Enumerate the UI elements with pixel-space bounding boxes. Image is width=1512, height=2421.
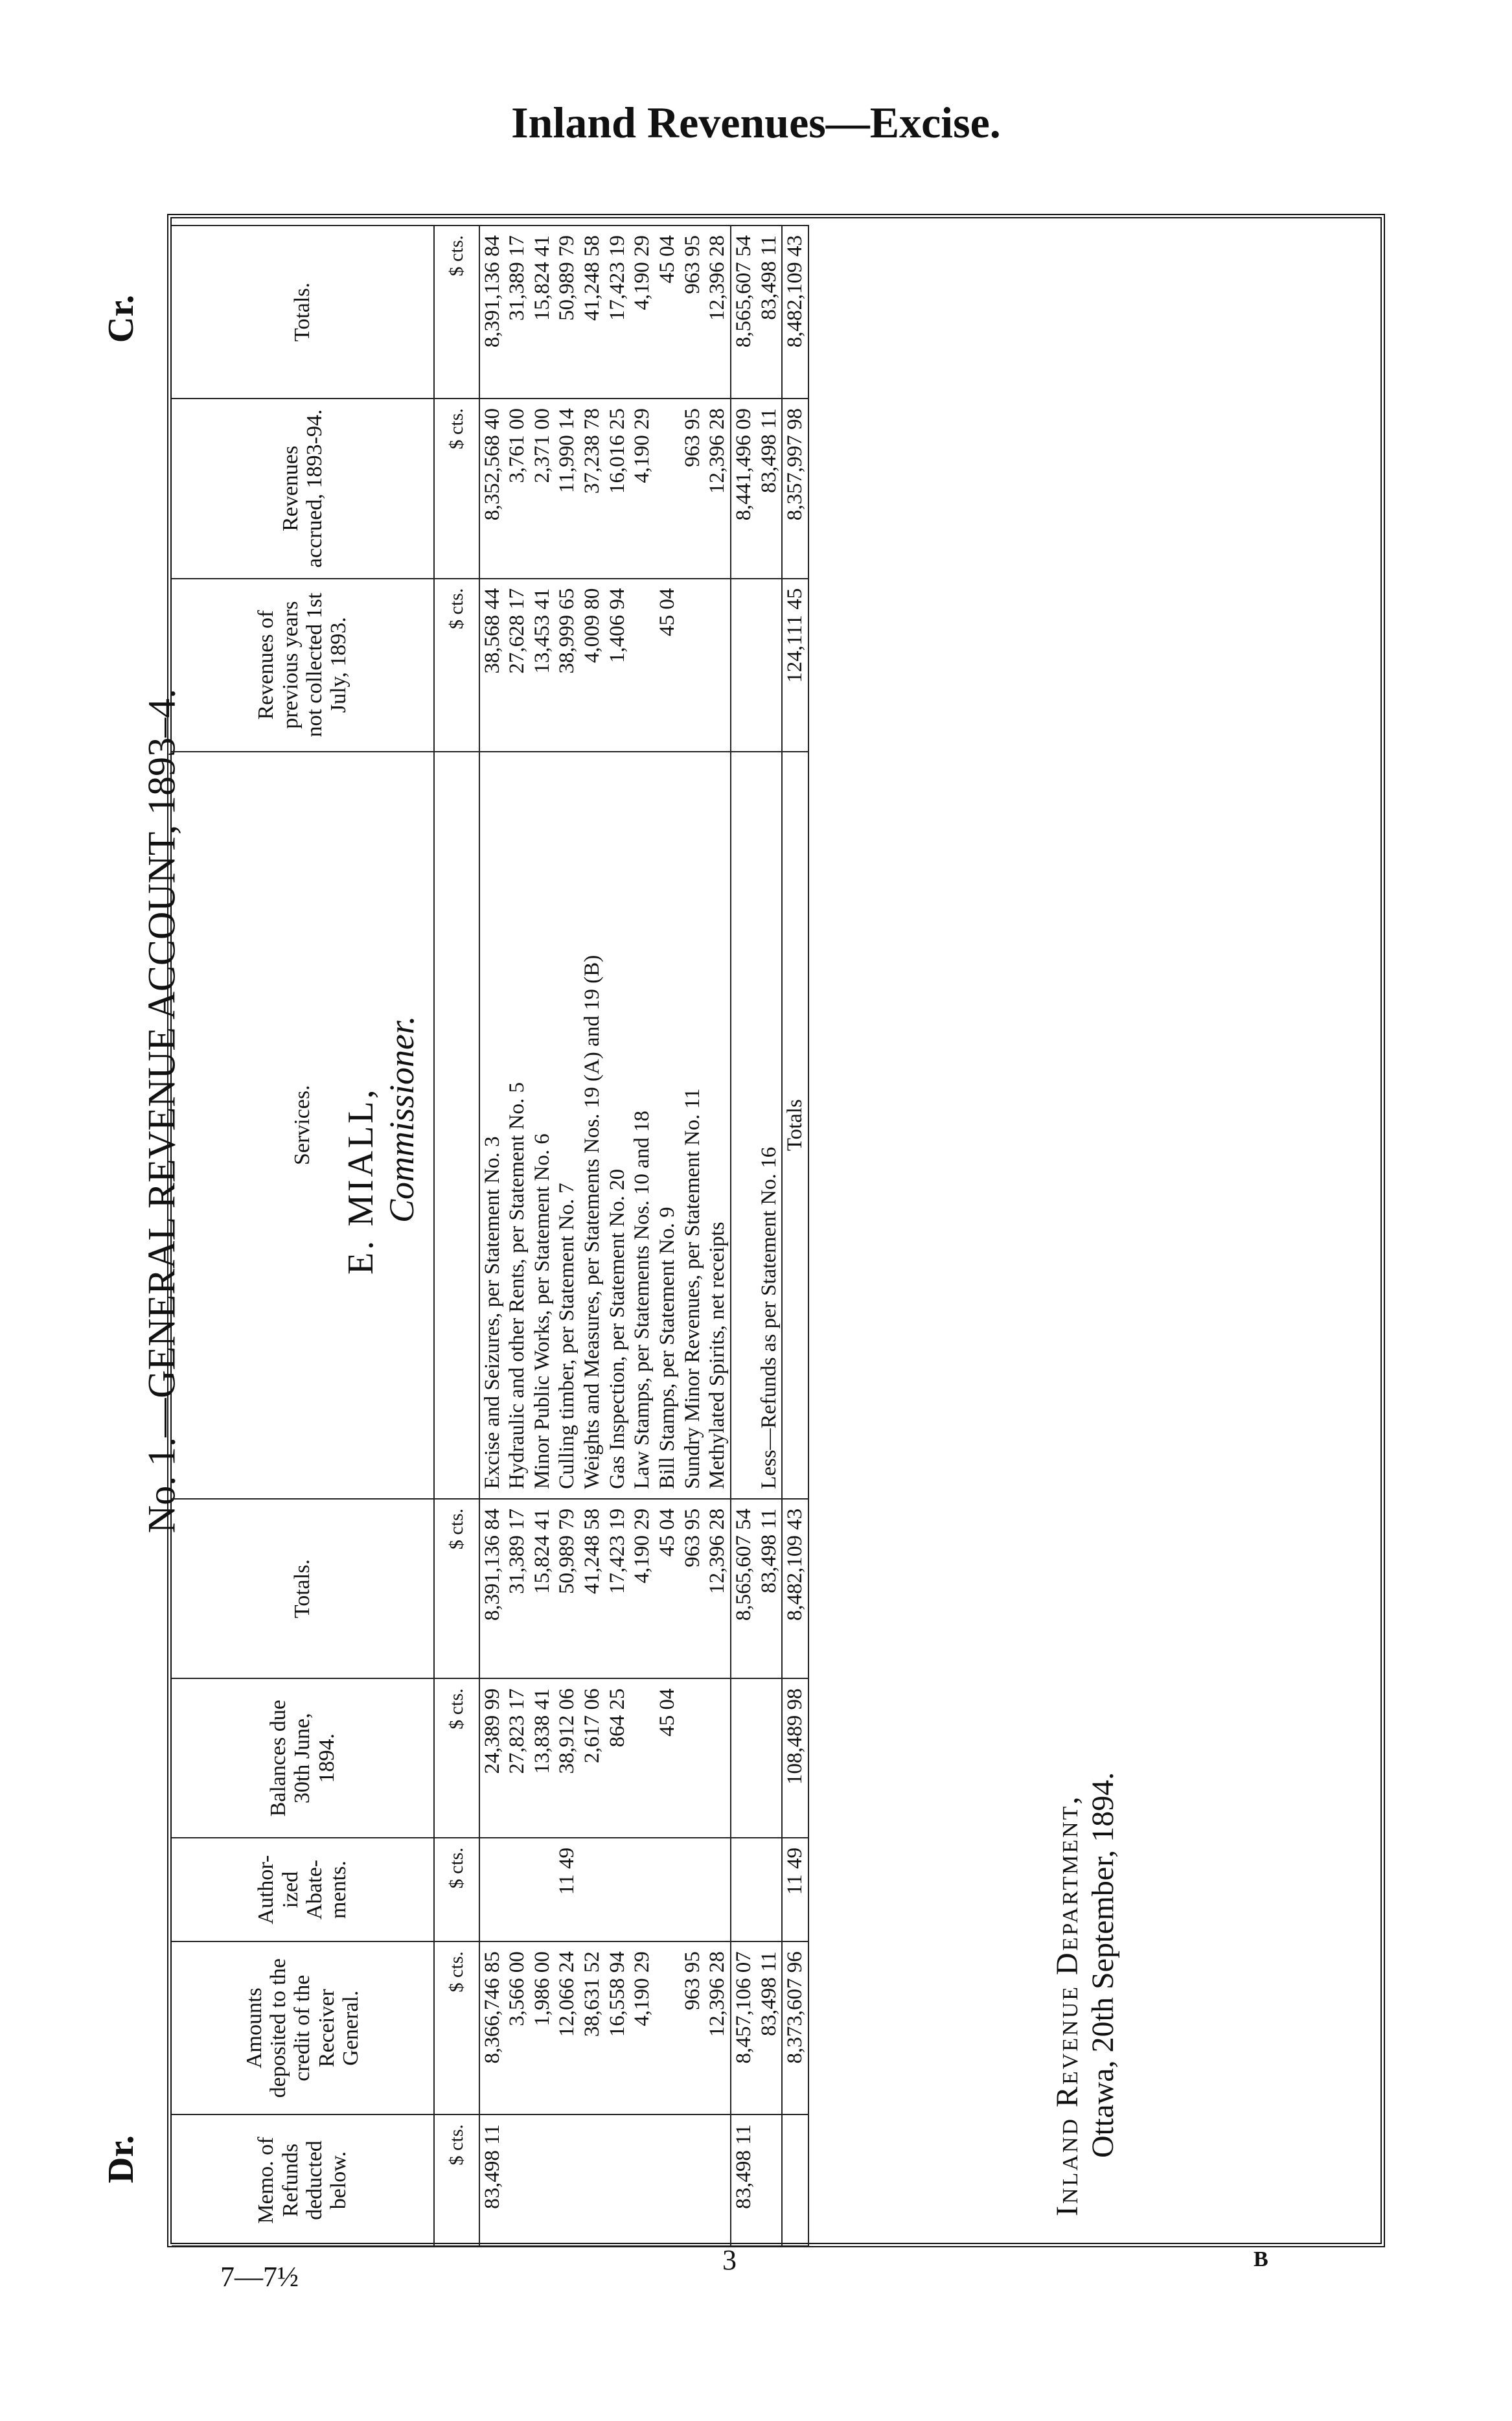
totals-row — [782, 226, 808, 2246]
unit-cell: $ cts. — [434, 226, 479, 399]
accrued-cell: 4,190 29 — [630, 399, 655, 579]
total-right-cell: 8,482,109 43 — [782, 226, 808, 399]
total-right-cell: 15,824 41 — [530, 226, 555, 399]
abatement-cell — [479, 1838, 505, 1941]
total-left-cell: 4,190 29 — [630, 1499, 655, 1679]
deposited-cell: 8,457,106 07 — [731, 1941, 757, 2114]
abatement-cell: 11 49 — [782, 1838, 808, 1941]
header-services: Services. — [172, 752, 434, 1499]
total-right-cell: 8,565,607 54 — [731, 226, 757, 399]
total-left-cell: 8,482,109 43 — [782, 1499, 808, 1679]
deposited-cell: 38,631 52 — [580, 1941, 605, 2114]
table-row — [479, 226, 505, 2246]
total-right-cell: 41,248 58 — [580, 226, 605, 399]
prev-years-cell: 4,009 80 — [580, 579, 605, 752]
memo-cell — [655, 2114, 680, 2246]
header-deposited: Amounts deposited to the credit of the Receiver General. — [172, 1941, 434, 2114]
deposited-cell: 963 95 — [680, 1941, 705, 2114]
memo-cell — [530, 2114, 555, 2246]
deposited-cell: 8,373,607 96 — [782, 1941, 808, 2114]
memo-cell — [782, 2114, 808, 2246]
balance-cell: 864 25 — [605, 1678, 630, 1838]
accrued-cell: 11,990 14 — [555, 399, 580, 579]
page-title: Inland Revenues—Excise. — [511, 98, 1001, 147]
table-row — [530, 226, 555, 2246]
service-cell: Hydraulic and other Rents, per Statement No. 5 — [505, 752, 530, 1499]
memo-cell — [505, 2114, 530, 2246]
balance-cell: 2,617 06 — [580, 1678, 605, 1838]
total-left-cell: 17,423 19 — [605, 1499, 630, 1679]
prev-years-cell: 13,453 41 — [530, 579, 555, 752]
table-row — [680, 226, 705, 2246]
footer-signature-mark: 7—7½ — [220, 2261, 299, 2293]
service-cell: Excise and Seizures, per Statement No. 3 — [479, 752, 505, 1499]
deposited-cell: 1,986 00 — [530, 1941, 555, 2114]
total-left-cell: 8,391,136 84 — [479, 1499, 505, 1679]
footer-letter: B — [1254, 2247, 1268, 2271]
service-cell: Weights and Measures, per Statements Nos. 19 (A) and 19 (B) — [580, 752, 605, 1499]
department-place-date: Ottawa, 20th September, 1894. — [1086, 1772, 1120, 2158]
abatement-cell — [505, 1838, 530, 1941]
table-row — [555, 226, 580, 2246]
unit-cell: $ cts. — [434, 399, 479, 579]
memo-cell — [605, 2114, 630, 2246]
unit-cell: $ cts. — [434, 579, 479, 752]
header-abatements: Author- ized Abate- ments. — [172, 1838, 434, 1941]
accrued-cell: 16,016 25 — [605, 399, 630, 579]
memo-cell — [705, 2114, 731, 2246]
table-row — [630, 226, 655, 2246]
total-right-cell: 12,396 28 — [705, 226, 731, 399]
header-totals-left: Totals. — [172, 1499, 434, 1679]
signature-name: E. MIALL, — [341, 1087, 381, 1275]
subtotal-row — [731, 226, 757, 2246]
totals-label-cell: Totals — [782, 752, 808, 1499]
total-right-cell: 45 04 — [655, 226, 680, 399]
header-memo: Memo. of Refunds deducted below. — [172, 2114, 434, 2246]
balance-cell — [705, 1678, 731, 1838]
prev-years-cell — [757, 579, 783, 752]
table-row — [705, 226, 731, 2246]
service-cell — [731, 752, 757, 1499]
service-cell: Gas Inspection, per Statement No. 20 — [605, 752, 630, 1499]
memo-cell — [680, 2114, 705, 2246]
balance-cell: 38,912 06 — [555, 1678, 580, 1838]
deposited-cell — [655, 1941, 680, 2114]
unit-cell: $ cts. — [434, 1838, 479, 1941]
total-right-cell: 963 95 — [680, 226, 705, 399]
balance-cell — [757, 1678, 783, 1838]
accrued-cell: 37,238 78 — [580, 399, 605, 579]
memo-cell: 83,498 11 — [731, 2114, 757, 2246]
balance-cell — [680, 1678, 705, 1838]
balance-cell: 45 04 — [655, 1678, 680, 1838]
accrued-cell: 3,761 00 — [505, 399, 530, 579]
abatement-cell: 11 49 — [555, 1838, 580, 1941]
accrued-cell — [655, 399, 680, 579]
unit-cell: $ cts. — [434, 2114, 479, 2246]
abatement-cell — [757, 1838, 783, 1941]
memo-cell — [630, 2114, 655, 2246]
abatement-cell — [580, 1838, 605, 1941]
service-cell: Less—Refunds as per Statement No. 16 — [757, 752, 783, 1499]
prev-years-cell: 27,628 17 — [505, 579, 530, 752]
department-name: Inland Revenue Department, — [1050, 1794, 1084, 2216]
total-left-cell: 83,498 11 — [757, 1499, 783, 1679]
accrued-cell: 12,396 28 — [705, 399, 731, 579]
dr-label: Dr. — [101, 2135, 142, 2184]
prev-years-cell: 45 04 — [655, 579, 680, 752]
service-cell: Culling timber, per Statement No. 7 — [555, 752, 580, 1499]
total-left-cell: 12,396 28 — [705, 1499, 731, 1679]
units-row — [434, 226, 479, 2246]
balance-cell — [731, 1678, 757, 1838]
header-balances: Balances due 30th June, 1894. — [172, 1678, 434, 1838]
abatement-cell — [655, 1838, 680, 1941]
memo-cell — [580, 2114, 605, 2246]
total-left-cell: 45 04 — [655, 1499, 680, 1679]
memo-cell: 83,498 11 — [479, 2114, 505, 2246]
prev-years-cell — [680, 579, 705, 752]
service-cell: Sundry Minor Revenues, per Statement No. 11 — [680, 752, 705, 1499]
accrued-cell: 8,441,496 09 — [731, 399, 757, 579]
prev-years-cell: 38,999 65 — [555, 579, 580, 752]
revenue-account-table — [172, 225, 809, 2247]
accrued-cell: 8,352,568 40 — [479, 399, 505, 579]
unit-cell: $ cts. — [434, 1678, 479, 1838]
deposited-cell: 8,366,746 85 — [479, 1941, 505, 2114]
abatement-cell — [630, 1838, 655, 1941]
prev-years-cell — [731, 579, 757, 752]
service-cell: Law Stamps, per Statements Nos. 10 and 18 — [630, 752, 655, 1499]
table-row — [605, 226, 630, 2246]
header-prev-years: Revenues of previous years not collected 1st July, 1893. — [172, 579, 434, 752]
prev-years-cell — [630, 579, 655, 752]
abatement-cell — [680, 1838, 705, 1941]
prev-years-cell — [705, 579, 731, 752]
abatement-cell — [705, 1838, 731, 1941]
total-left-cell: 963 95 — [680, 1499, 705, 1679]
accrued-cell: 963 95 — [680, 399, 705, 579]
prev-years-cell: 1,406 94 — [605, 579, 630, 752]
total-left-cell: 15,824 41 — [530, 1499, 555, 1679]
total-left-cell: 50,989 79 — [555, 1499, 580, 1679]
total-right-cell: 17,423 19 — [605, 226, 630, 399]
page-number: 3 — [722, 2244, 737, 2276]
abatement-cell — [605, 1838, 630, 1941]
total-right-cell: 50,989 79 — [555, 226, 580, 399]
header-accrued: Revenues accrued, 1893-94. — [172, 399, 434, 579]
deposited-cell: 12,066 24 — [555, 1941, 580, 2114]
deposited-cell: 4,190 29 — [630, 1941, 655, 2114]
balance-cell — [630, 1678, 655, 1838]
prev-years-cell: 124,111 45 — [782, 579, 808, 752]
table-row — [580, 226, 605, 2246]
accrued-cell: 2,371 00 — [530, 399, 555, 579]
total-right-cell: 83,498 11 — [757, 226, 783, 399]
table-row — [505, 226, 530, 2246]
service-cell: Bill Stamps, per Statement No. 9 — [655, 752, 680, 1499]
unit-cell: $ cts. — [434, 1499, 479, 1679]
rotated-table-area — [172, 225, 1377, 2247]
total-left-cell: 41,248 58 — [580, 1499, 605, 1679]
less-refunds-row — [757, 226, 783, 2246]
memo-cell — [555, 2114, 580, 2246]
table-row — [655, 226, 680, 2246]
accrued-cell: 83,498 11 — [757, 399, 783, 579]
service-cell: Methylated Spirits, net receipts — [705, 752, 731, 1499]
deposited-cell: 12,396 28 — [705, 1941, 731, 2114]
department-block — [1049, 1244, 1121, 2216]
balance-cell: 13,838 41 — [530, 1678, 555, 1838]
service-cell: Minor Public Works, per Statement No. 6 — [530, 752, 555, 1499]
balance-cell: 27,823 17 — [505, 1678, 530, 1838]
total-left-cell: 8,565,607 54 — [731, 1499, 757, 1679]
abatement-cell — [530, 1838, 555, 1941]
total-right-cell: 8,391,136 84 — [479, 226, 505, 399]
signature-block — [340, 562, 422, 1275]
prev-years-cell: 38,568 44 — [479, 579, 505, 752]
balance-cell: 24,389 99 — [479, 1678, 505, 1838]
total-left-cell: 31,389 17 — [505, 1499, 530, 1679]
unit-cell-blank — [434, 752, 479, 1499]
memo-cell — [757, 2114, 783, 2246]
unit-cell: $ cts. — [434, 1941, 479, 2114]
deposited-cell: 3,566 00 — [505, 1941, 530, 2114]
deposited-cell: 16,558 94 — [605, 1941, 630, 2114]
deposited-cell: 83,498 11 — [757, 1941, 783, 2114]
header-totals-right: Totals. — [172, 226, 434, 399]
total-right-cell: 31,389 17 — [505, 226, 530, 399]
account-title: No. 1.—GENERAL REVENUE ACCOUNT, 1893–4. — [140, 688, 183, 1534]
signature-title: Commissioner. — [382, 1015, 421, 1223]
account-frame — [167, 214, 1385, 2247]
accrued-cell: 8,357,997 98 — [782, 399, 808, 579]
total-right-cell: 4,190 29 — [630, 226, 655, 399]
balance-cell: 108,489 98 — [782, 1678, 808, 1838]
abatement-cell — [731, 1838, 757, 1941]
cr-label: Cr. — [101, 294, 142, 343]
